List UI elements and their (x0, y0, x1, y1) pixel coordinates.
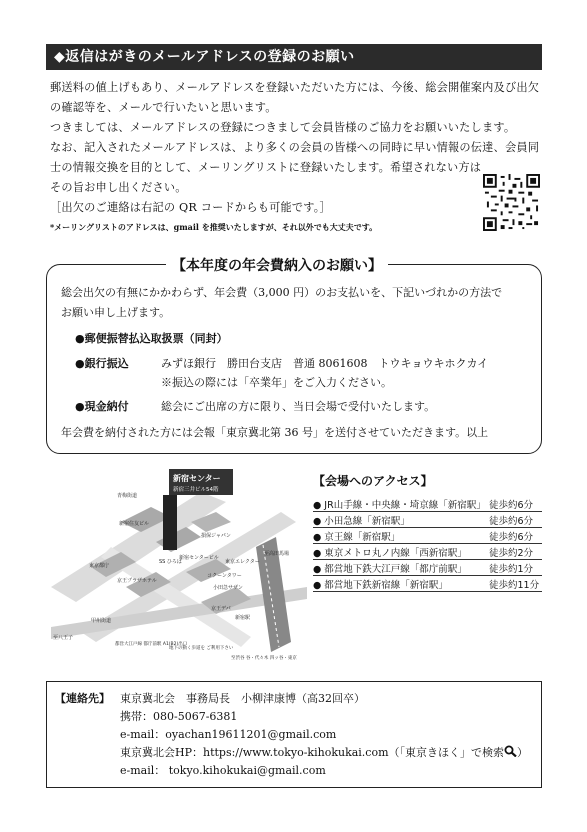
fee-cash-label: ●現金納付 (75, 400, 129, 413)
access-row (313, 544, 542, 560)
contact-phone: 携帯：080-5067-6381 (120, 710, 238, 723)
access-time: 徒歩約6分 (489, 516, 534, 527)
access-row (313, 576, 542, 592)
access-line: ● 小田急線「新宿駅」 (313, 516, 410, 527)
fee-title: 【本年度の年会費納入のお願い】 (166, 255, 388, 275)
qr-code-icon[interactable] (483, 174, 540, 231)
map-label: 至高田馬場 (264, 551, 290, 557)
access-line: ● 京王線「新宿駅」 (313, 532, 401, 543)
map-label: SS ひろば (159, 559, 182, 565)
map-label: 甲州街道 (91, 618, 112, 624)
contact-label: 【連絡先】 (55, 692, 110, 705)
fee-cash-detail: 総会にご出席の方に限り、当日会場で受付いたします。 (161, 400, 436, 413)
contact-hp-end: ） (517, 746, 529, 759)
contact-email-2[interactable]: e-mail： tokyo.kihokukai@gmail.com (120, 764, 326, 777)
fee-postal: ●郵便振替払込取扱票（同封） (75, 332, 228, 345)
email-line-4: なお、記入されたメールアドレスは、より多くの会員の皆様への同時に早い情報の伝達、会員同 (50, 141, 540, 154)
email-line-2: の確認等を、メールで行いたいと思います。 (50, 101, 277, 114)
email-line-3: つきましては、メールアドレスの登録につきまして会員皆様のご協力をお願いいたします。 (50, 121, 516, 134)
access-row (313, 512, 542, 528)
contact-hp-line (120, 744, 528, 762)
access-line: ● 都営地下鉄新宿線「新宿駅」 (313, 580, 448, 591)
map-label: 京王プラザホテル (117, 578, 157, 584)
map-label: 京王デパ (211, 606, 231, 612)
map-label: 東京エレクター (225, 559, 260, 565)
access-line: ● 都営地下鉄大江戸線「都庁前駅」 (313, 564, 467, 575)
access-row (313, 560, 542, 576)
map-venue-sub: 新宿三井ビル54階 (173, 487, 219, 493)
email-line-7: ［出欠のご連絡は右記の QR コードからも可能です。］ (50, 201, 331, 214)
fee-footer: 年会費を納付された方には会報「東京冀北第 36 号」を送付させていただきます。以上 (61, 426, 489, 439)
email-section-body (50, 78, 550, 218)
map-label: コクーンタワー (207, 573, 242, 579)
map-label: 小田急サザン (213, 585, 243, 591)
email-line-1: 郵送料の値上げもあり、メールアドレスを登録いただいた方には、今後、総会開催案内及び出欠 (50, 81, 540, 94)
email-line-6: その旨お申し出ください。 (50, 181, 187, 194)
email-note: *メーリングリストのアドレスは、gmail を推奨いたしますが、それ以外でも大丈夫です。 (50, 222, 378, 232)
map-venue: 新宿センター (173, 474, 221, 483)
fee-intro-2: お願い申し上げます。 (61, 306, 171, 319)
map-label: 新宿住友ビル (119, 521, 150, 527)
map-label: 損保ジャパン (201, 533, 231, 539)
access-line: ● 東京メトロ丸ノ内線「西新宿駅」 (313, 548, 467, 559)
access-time: 徒歩約1分 (489, 564, 534, 575)
access-time: 徒歩約11分 (489, 580, 540, 591)
access-time: 徒歩約6分 (489, 500, 534, 511)
map-label: 青梅街道 (117, 493, 138, 499)
fee-bank-detail: みずほ銀行 勝田台支店 普通 8061608 トウキョウキホクカイ (161, 357, 489, 370)
access-time: 徒歩約6分 (489, 532, 534, 543)
contact-email-1[interactable]: e-mail：oyachan19611201@gmail.com (120, 728, 337, 741)
fee-bank-label: ●銀行振込 (75, 357, 129, 370)
email-section-title: ◆返信はがきのメールアドレスの登録のお願い (46, 44, 542, 70)
map-label: 都営大江戸線 都庁前駅 A1(B2)出口 (115, 642, 188, 647)
fee-bank-note: ※振込の際には「卒業年」をご入力ください。 (161, 376, 392, 389)
access-title: 【会場へのアクセス】 (313, 474, 433, 488)
map-label: 地下の動く歩道を ご利用下さい (169, 646, 234, 651)
map-label: 新宿駅 (235, 615, 251, 621)
access-row (313, 496, 542, 512)
access-line: ● JR山手線・中央線・埼京線「新宿駅」 (313, 500, 486, 511)
map-label: 新宿センタービル (179, 555, 219, 561)
map-label: 至八王子 (53, 635, 74, 641)
venue-map (51, 467, 307, 667)
map-label: 東京都庁 (89, 563, 110, 569)
magnifier-icon (504, 745, 517, 757)
contact-org: 東京冀北会 事務局長 小柳津康博（高32回卒） (120, 692, 365, 705)
contact-hp[interactable]: 東京冀北会HP：https://www.tokyo-kihokukai.com（「東京きほく」で検索 (120, 746, 505, 759)
access-row (313, 528, 542, 544)
fee-intro-1: 総会出欠の有無にかかわらず、年会費（3,000 円）のお支払いを、下記いづれかの方法で (61, 286, 503, 299)
email-line-5: 士の情報交換を目的として、メーリングリストに登録いたします。希望されない方は (50, 161, 482, 174)
map-label: 至渋谷 谷・代々木 四ッ谷・東京 (231, 656, 297, 661)
access-time: 徒歩約2分 (489, 548, 534, 559)
